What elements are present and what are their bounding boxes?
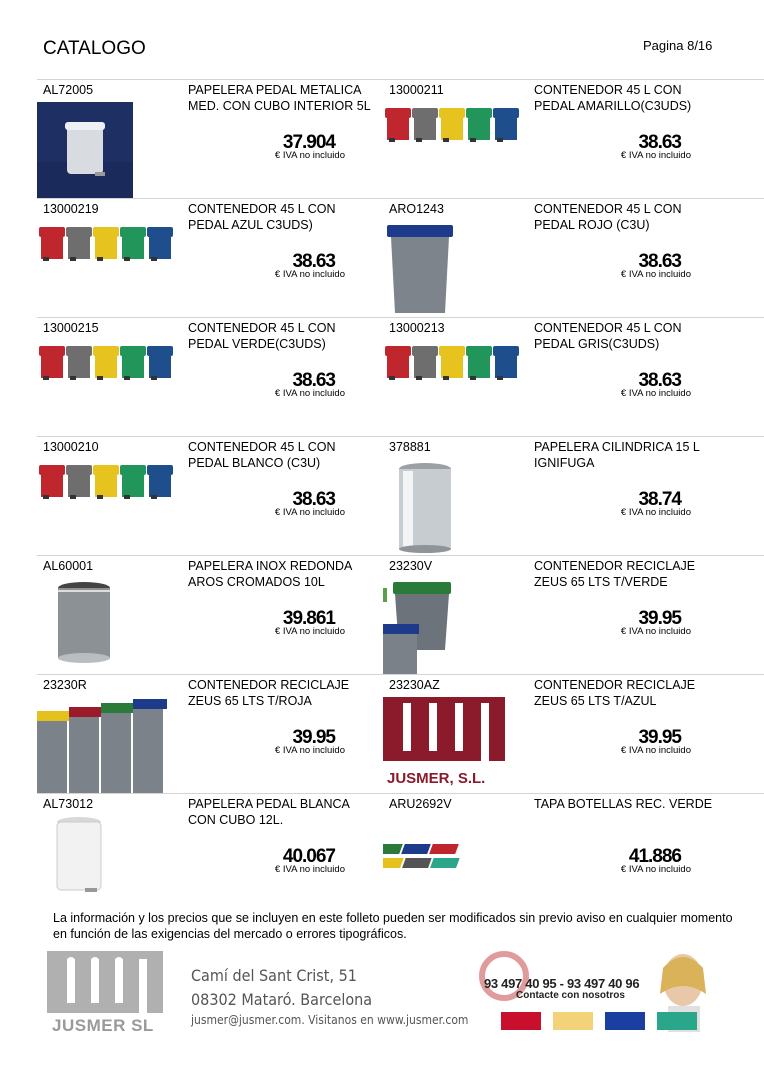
- catalog-row: [37, 793, 764, 912]
- page-number: Pagina 8/16: [643, 38, 713, 53]
- price-tax-note: € IVA no incluido: [620, 745, 691, 756]
- jusmer-logo-label: JUSMER SL: [52, 1016, 154, 1035]
- product-code: ARU2692V: [389, 797, 452, 811]
- catalog-row: [37, 198, 764, 317]
- disclaimer-note: La información y los precios que se incluyen en este folleto pueden ser modificados sin previo aviso en cualquier momento en función de las exigencias del mercado o errores tipográficos.: [53, 911, 733, 941]
- price-tax-note: € IVA no incluido: [274, 626, 345, 637]
- product-item: [383, 556, 729, 674]
- color-bins-photo: [37, 340, 179, 436]
- product-price: 38.63: [292, 370, 335, 391]
- price-tax-note: € IVA no incluido: [274, 864, 345, 875]
- product-code: 23230AZ: [389, 678, 440, 692]
- product-price: 37.904: [282, 132, 335, 153]
- product-description: CONTENEDOR 45 L CON PEDAL ROJO (C3U): [534, 202, 682, 232]
- product-code: ARO1243: [389, 202, 444, 216]
- grey-bin-photo: [383, 221, 525, 317]
- pedal-bin-photo: [37, 102, 179, 198]
- product-code: AL60001: [43, 559, 94, 573]
- cylinder-bin-photo: [383, 459, 525, 555]
- product-description: PAPELERA CILINDRICA 15 L IGNIFUGA: [534, 440, 700, 470]
- white-pedal-bin-photo: [37, 816, 179, 912]
- product-price: 39.95: [292, 727, 335, 748]
- zeus-green-bin-photo: [383, 578, 525, 674]
- brand-color-logos: [501, 1010, 701, 1032]
- price-tax-note: € IVA no incluido: [274, 388, 345, 399]
- product-price: 39.95: [638, 608, 681, 629]
- contact-label: Contacte con nosotros: [516, 990, 625, 1001]
- jusmer-logo-text: JUSMER, S.L.: [387, 770, 486, 787]
- color-bins-photo: [37, 221, 179, 317]
- price-tax-note: € IVA no incluido: [620, 507, 691, 518]
- price-tax-note: € IVA no incluido: [620, 388, 691, 399]
- price-tax-note: € IVA no incluido: [274, 745, 345, 756]
- product-grid: [37, 79, 764, 912]
- product-item: [37, 80, 383, 198]
- product-price: 38.63: [292, 251, 335, 272]
- product-item: [383, 80, 729, 198]
- color-bins-photo: [37, 459, 179, 555]
- bottle-lids-photo: [383, 816, 525, 912]
- product-price: 39.95: [638, 727, 681, 748]
- product-description: CONTENEDOR 45 L CON PEDAL AZUL C3UDS): [188, 202, 336, 232]
- product-description: CONTENEDOR 45 L CON PEDAL AMARILLO(C3UDS): [534, 83, 692, 113]
- price-tax-note: € IVA no incluido: [274, 507, 345, 518]
- product-code: 13000213: [389, 321, 445, 335]
- product-price: 38.63: [292, 489, 335, 510]
- price-tax-note: € IVA no incluido: [274, 269, 345, 280]
- product-item: [37, 199, 383, 317]
- product-price: 39.861: [282, 608, 335, 629]
- product-price: 38.74: [638, 489, 681, 510]
- price-tax-note: € IVA no incluido: [620, 269, 691, 280]
- product-description: PAPELERA PEDAL METALICA MED. CON CUBO INTERIOR 5L: [188, 83, 371, 113]
- product-description: PAPELERA INOX REDONDA AROS CROMADOS 10L: [188, 559, 352, 589]
- product-description: TAPA BOTELLAS REC. VERDE: [534, 797, 713, 811]
- product-code: AL72005: [43, 83, 94, 97]
- product-description: CONTENEDOR RECICLAJE ZEUS 65 LTS T/VERDE: [534, 559, 696, 589]
- catalog-row: [37, 555, 764, 674]
- product-description: CONTENEDOR RECICLAJE ZEUS 65 LTS T/ROJA: [188, 678, 350, 708]
- catalog-row: [37, 436, 764, 555]
- product-price: 38.63: [638, 370, 681, 391]
- address-web: jusmer@jusmer.com. Visitanos en www.jusmer.com: [191, 1013, 469, 1027]
- product-item: [383, 675, 729, 793]
- price-tax-note: € IVA no incluido: [620, 626, 691, 637]
- product-price: 40.067: [282, 846, 335, 867]
- catalog-row: [37, 674, 764, 793]
- catalog-row: [37, 79, 764, 198]
- address-street: Camí del Sant Crist, 51: [191, 966, 357, 985]
- product-code: 13000215: [43, 321, 99, 335]
- product-description: CONTENEDOR 45 L CON PEDAL GRIS(C3UDS): [534, 321, 682, 351]
- product-item: [383, 437, 729, 555]
- color-bins-photo: [383, 340, 525, 436]
- product-price: 38.63: [638, 132, 681, 153]
- product-item: [383, 199, 729, 317]
- price-tax-note: € IVA no incluido: [620, 864, 691, 875]
- product-code: 13000211: [389, 83, 444, 97]
- zeus-bins-row-photo: [37, 697, 179, 793]
- product-code: 378881: [389, 440, 431, 454]
- product-price: 41.886: [628, 846, 681, 867]
- product-item: [37, 318, 383, 436]
- price-tax-note: € IVA no incluido: [620, 150, 691, 161]
- product-code: 13000210: [43, 440, 99, 454]
- price-tax-note: € IVA no incluido: [274, 150, 345, 161]
- product-description: CONTENEDOR RECICLAJE ZEUS 65 LTS T/AZUL: [534, 678, 696, 708]
- product-code: 23230V: [389, 559, 433, 573]
- product-description: PAPELERA PEDAL BLANCA CON CUBO 12L.: [188, 797, 350, 827]
- product-item: [37, 437, 383, 555]
- mesh-bin-photo: [37, 578, 179, 674]
- product-code: AL73012: [43, 797, 94, 811]
- product-item: [383, 794, 729, 912]
- product-code: 13000219: [43, 202, 99, 216]
- color-bins-photo: [383, 102, 525, 198]
- jusmer-logo: [383, 697, 525, 793]
- product-description: CONTENEDOR 45 L CON PEDAL VERDE(C3UDS): [188, 321, 336, 351]
- catalog-title: CATALOGO: [43, 38, 146, 59]
- product-item: [37, 794, 383, 912]
- product-item: [37, 556, 383, 674]
- product-description: CONTENEDOR 45 L CON PEDAL BLANCO (C3U): [188, 440, 336, 470]
- product-code: 23230R: [43, 678, 87, 692]
- contact-phones: 93 497 40 95 - 93 497 40 96: [484, 976, 640, 991]
- address-city: 08302 Mataró. Barcelona: [191, 990, 373, 1009]
- catalog-row: [37, 317, 764, 436]
- product-item: [383, 318, 729, 436]
- product-item: [37, 675, 383, 793]
- product-price: 38.63: [638, 251, 681, 272]
